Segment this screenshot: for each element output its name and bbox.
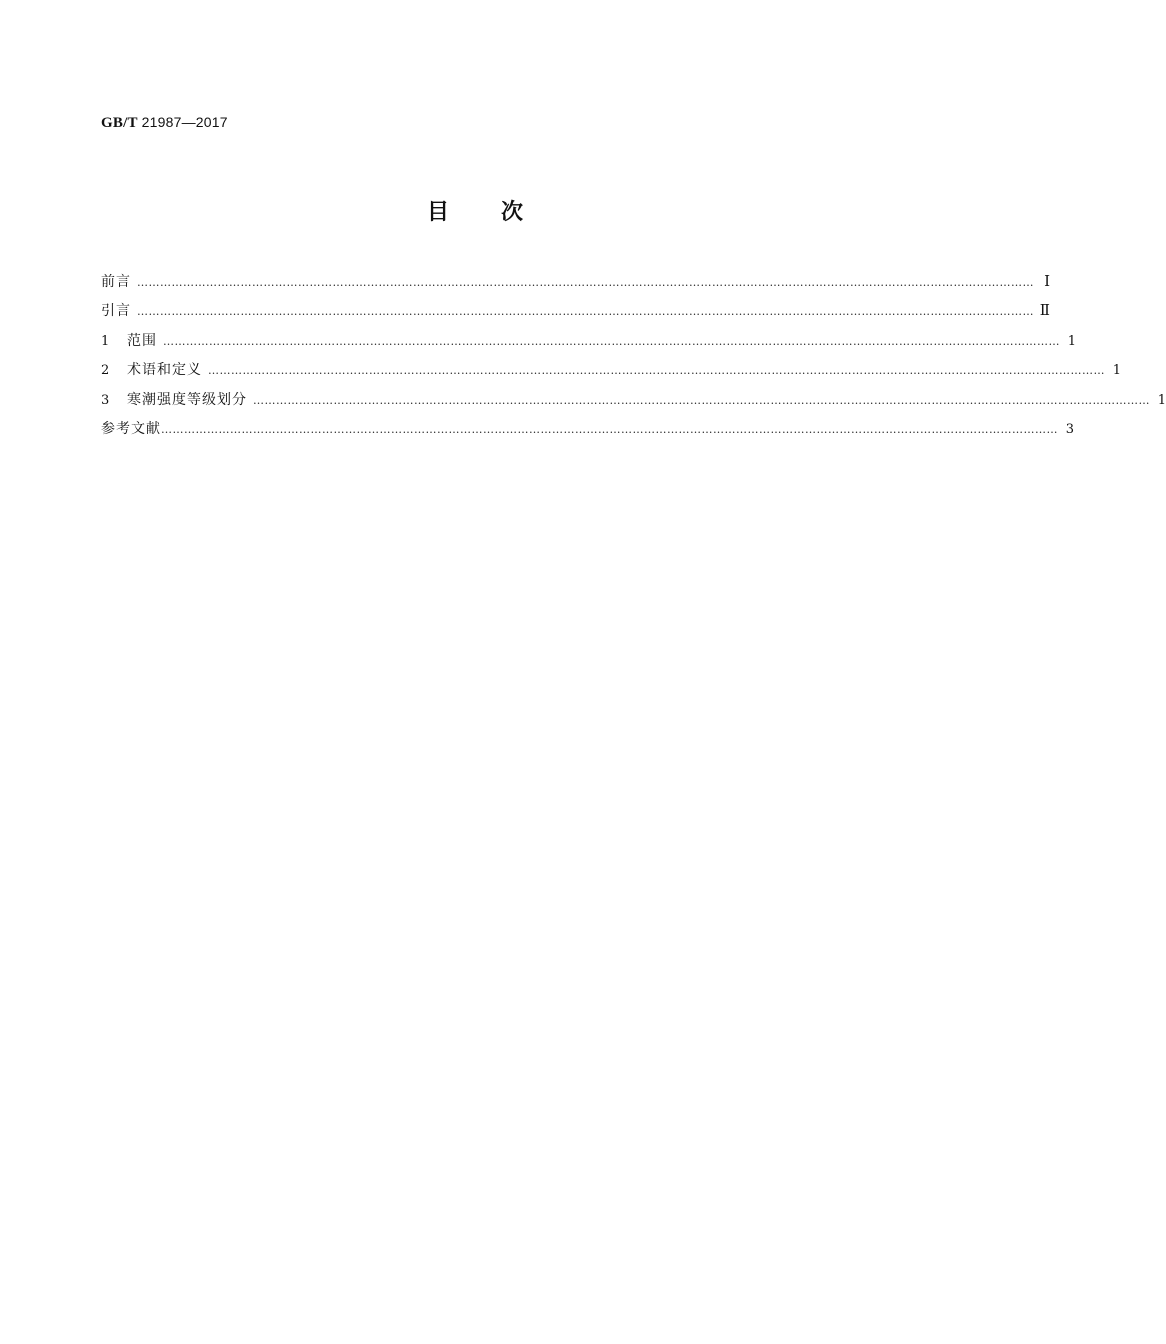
toc-entry-page: 1 (1067, 333, 1076, 349)
toc-entry-title: 寒潮强度等级划分 (127, 391, 247, 408)
dot-leader: ……………………………………………………………………………………………………………………………………………………………………………………………………………… (137, 305, 1034, 319)
toc-entry-title: 引言 (101, 303, 131, 320)
toc-entry-bibliography[interactable] (101, 418, 1074, 447)
toc-entry-title: 参考文献 (101, 420, 161, 437)
toc-entry-label (101, 359, 202, 379)
toc-entry-page: Ⅰ (1044, 272, 1050, 290)
table-of-contents (101, 271, 1166, 447)
toc-entry-foreword[interactable] (101, 271, 1050, 300)
document-code (101, 114, 228, 132)
dot-leader: ……………………………………………………………………………………………………………………………………………………………………………………………………………… (163, 334, 1060, 348)
dot-leader: ……………………………………………………………………………………………………………………………………………………………………………………………………………… (137, 276, 1034, 289)
standard-prefix: GB/T (101, 115, 138, 131)
toc-entry-label (101, 418, 161, 438)
dot-leader: ……………………………………………………………………………………………………………………………………………………………………………………………………………… (161, 422, 1058, 436)
toc-entry-number: 1 (101, 333, 110, 349)
toc-entry-page: 1 (1112, 363, 1121, 379)
toc-entry-page: 1 (1157, 392, 1166, 408)
standard-number: 21987—2017 (141, 114, 228, 130)
toc-entry-label (101, 300, 131, 320)
dot-leader: ……………………………………………………………………………………………………………………………………………………………………………………………………………… (253, 393, 1150, 407)
toc-entry-terms-definitions[interactable] (101, 359, 1121, 388)
toc-entry-scope[interactable] (101, 330, 1076, 359)
toc-entry-page: 3 (1065, 421, 1074, 437)
toc-entry-label (101, 389, 247, 409)
toc-entry-title: 术语和定义 (127, 362, 202, 379)
toc-entry-label (101, 271, 131, 291)
toc-title: 目次 (426, 200, 575, 225)
toc-entry-label (101, 330, 157, 350)
toc-entry-page: Ⅱ (1039, 301, 1050, 320)
dot-leader: ……………………………………………………………………………………………………………………………………………………………………………………………………………… (208, 364, 1105, 378)
toc-entry-number: 2 (101, 363, 110, 379)
toc-entry-number: 3 (101, 392, 110, 408)
toc-entry-title: 范围 (127, 332, 157, 349)
toc-entry-cold-wave-grades[interactable] (101, 389, 1166, 418)
toc-entry-title: 前言 (101, 274, 131, 290)
toc-entry-introduction[interactable] (101, 300, 1050, 329)
